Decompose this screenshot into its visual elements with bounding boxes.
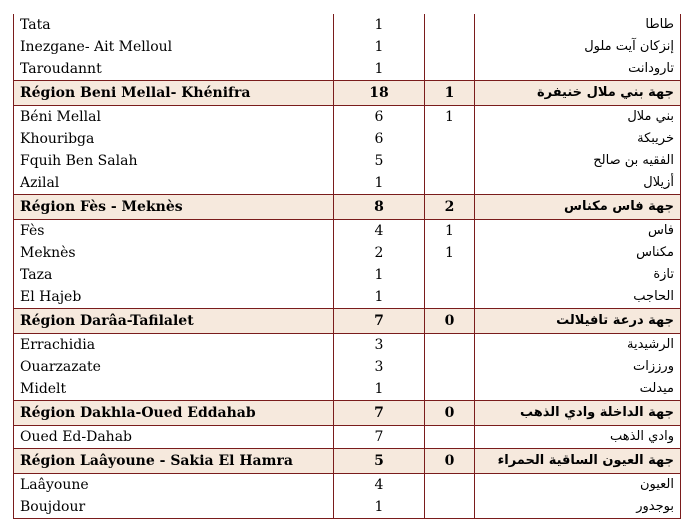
table-row: [14, 36, 681, 58]
count-cell: 5: [334, 150, 425, 172]
count-cell: 1: [334, 286, 425, 309]
table-row: [14, 286, 681, 309]
regions-table: [13, 14, 681, 519]
arabic-name-cell: جهة بني ملال خنيفرة: [475, 81, 681, 106]
french-name-cell: Région Fès - Meknès: [14, 195, 334, 220]
count-cell: 7: [334, 401, 425, 426]
table-row: [14, 334, 681, 357]
french-name-cell: El Hajeb: [14, 286, 334, 309]
table-row: [14, 14, 681, 36]
arabic-name-cell: طاطا: [475, 14, 681, 36]
count-cell: 3: [334, 334, 425, 357]
french-name-cell: Meknès: [14, 242, 334, 264]
table-body: [14, 14, 681, 519]
table-row: [14, 128, 681, 150]
arabic-name-cell: العيون: [475, 474, 681, 497]
secondary-count-cell: 2: [425, 195, 475, 220]
french-name-cell: Midelt: [14, 378, 334, 401]
secondary-count-cell: [425, 334, 475, 357]
arabic-name-cell: جهة درعة تافيلالت: [475, 309, 681, 334]
count-cell: 3: [334, 356, 425, 378]
table-row: [14, 150, 681, 172]
french-name-cell: Taza: [14, 264, 334, 286]
arabic-name-cell: الفقيه بن صالح: [475, 150, 681, 172]
arabic-name-cell: وادي الذهب: [475, 426, 681, 449]
french-name-cell: Khouribga: [14, 128, 334, 150]
secondary-count-cell: [425, 378, 475, 401]
french-name-cell: Ouarzazate: [14, 356, 334, 378]
french-name-cell: Béni Mellal: [14, 106, 334, 129]
arabic-name-cell: جهة فاس مكناس: [475, 195, 681, 220]
secondary-count-cell: [425, 496, 475, 519]
table-row: [14, 378, 681, 401]
arabic-name-cell: الحاجب: [475, 286, 681, 309]
french-name-cell: Fès: [14, 220, 334, 243]
secondary-count-cell: 1: [425, 81, 475, 106]
count-cell: 4: [334, 474, 425, 497]
secondary-count-cell: [425, 128, 475, 150]
secondary-count-cell: [425, 474, 475, 497]
table-row: [14, 172, 681, 195]
table-row: [14, 264, 681, 286]
secondary-count-cell: [425, 14, 475, 36]
arabic-name-cell: بني ملال: [475, 106, 681, 129]
secondary-count-cell: [425, 356, 475, 378]
secondary-count-cell: 0: [425, 449, 475, 474]
secondary-count-cell: [425, 150, 475, 172]
count-cell: 18: [334, 81, 425, 106]
count-cell: 2: [334, 242, 425, 264]
count-cell: 1: [334, 14, 425, 36]
french-name-cell: Tata: [14, 14, 334, 36]
count-cell: 5: [334, 449, 425, 474]
arabic-name-cell: أزيلال: [475, 172, 681, 195]
region-row: [14, 309, 681, 334]
french-name-cell: Oued Ed-Dahab: [14, 426, 334, 449]
arabic-name-cell: إنزكان آيت ملول: [475, 36, 681, 58]
count-cell: 7: [334, 426, 425, 449]
french-name-cell: Région Laâyoune - Sakia El Hamra: [14, 449, 334, 474]
count-cell: 1: [334, 496, 425, 519]
table-row: [14, 106, 681, 129]
secondary-count-cell: [425, 36, 475, 58]
count-cell: 1: [334, 264, 425, 286]
french-name-cell: Région Dakhla-Oued Eddahab: [14, 401, 334, 426]
table-row: [14, 58, 681, 81]
secondary-count-cell: [425, 426, 475, 449]
region-row: [14, 449, 681, 474]
arabic-name-cell: ميدلت: [475, 378, 681, 401]
french-name-cell: Laâyoune: [14, 474, 334, 497]
arabic-name-cell: ورززات: [475, 356, 681, 378]
french-name-cell: Boujdour: [14, 496, 334, 519]
french-name-cell: Inezgane- Ait Melloul: [14, 36, 334, 58]
secondary-count-cell: 0: [425, 401, 475, 426]
french-name-cell: Région Darâa-Tafilalet: [14, 309, 334, 334]
arabic-name-cell: الرشيدية: [475, 334, 681, 357]
arabic-name-cell: جهة العيون الساقية الحمراء: [475, 449, 681, 474]
region-row: [14, 401, 681, 426]
count-cell: 4: [334, 220, 425, 243]
table-row: [14, 242, 681, 264]
arabic-name-cell: تارودانت: [475, 58, 681, 81]
secondary-count-cell: 1: [425, 242, 475, 264]
french-name-cell: Région Beni Mellal- Khénifra: [14, 81, 334, 106]
arabic-name-cell: تازة: [475, 264, 681, 286]
arabic-name-cell: جهة الداخلة وادي الذهب: [475, 401, 681, 426]
table-row: [14, 220, 681, 243]
count-cell: 1: [334, 172, 425, 195]
table-row: [14, 474, 681, 497]
count-cell: 8: [334, 195, 425, 220]
secondary-count-cell: 0: [425, 309, 475, 334]
count-cell: 6: [334, 106, 425, 129]
arabic-name-cell: بوجدور: [475, 496, 681, 519]
count-cell: 6: [334, 128, 425, 150]
french-name-cell: Errachidia: [14, 334, 334, 357]
region-row: [14, 81, 681, 106]
count-cell: 1: [334, 378, 425, 401]
secondary-count-cell: 1: [425, 106, 475, 129]
arabic-name-cell: مكناس: [475, 242, 681, 264]
region-row: [14, 195, 681, 220]
table-row: [14, 496, 681, 519]
arabic-name-cell: خريبكة: [475, 128, 681, 150]
arabic-name-cell: فاس: [475, 220, 681, 243]
secondary-count-cell: [425, 172, 475, 195]
french-name-cell: Fquih Ben Salah: [14, 150, 334, 172]
table-row: [14, 356, 681, 378]
secondary-count-cell: [425, 286, 475, 309]
secondary-count-cell: [425, 264, 475, 286]
french-name-cell: Taroudannt: [14, 58, 334, 81]
secondary-count-cell: [425, 58, 475, 81]
count-cell: 7: [334, 309, 425, 334]
table-row: [14, 426, 681, 449]
french-name-cell: Azilal: [14, 172, 334, 195]
count-cell: 1: [334, 58, 425, 81]
secondary-count-cell: 1: [425, 220, 475, 243]
count-cell: 1: [334, 36, 425, 58]
